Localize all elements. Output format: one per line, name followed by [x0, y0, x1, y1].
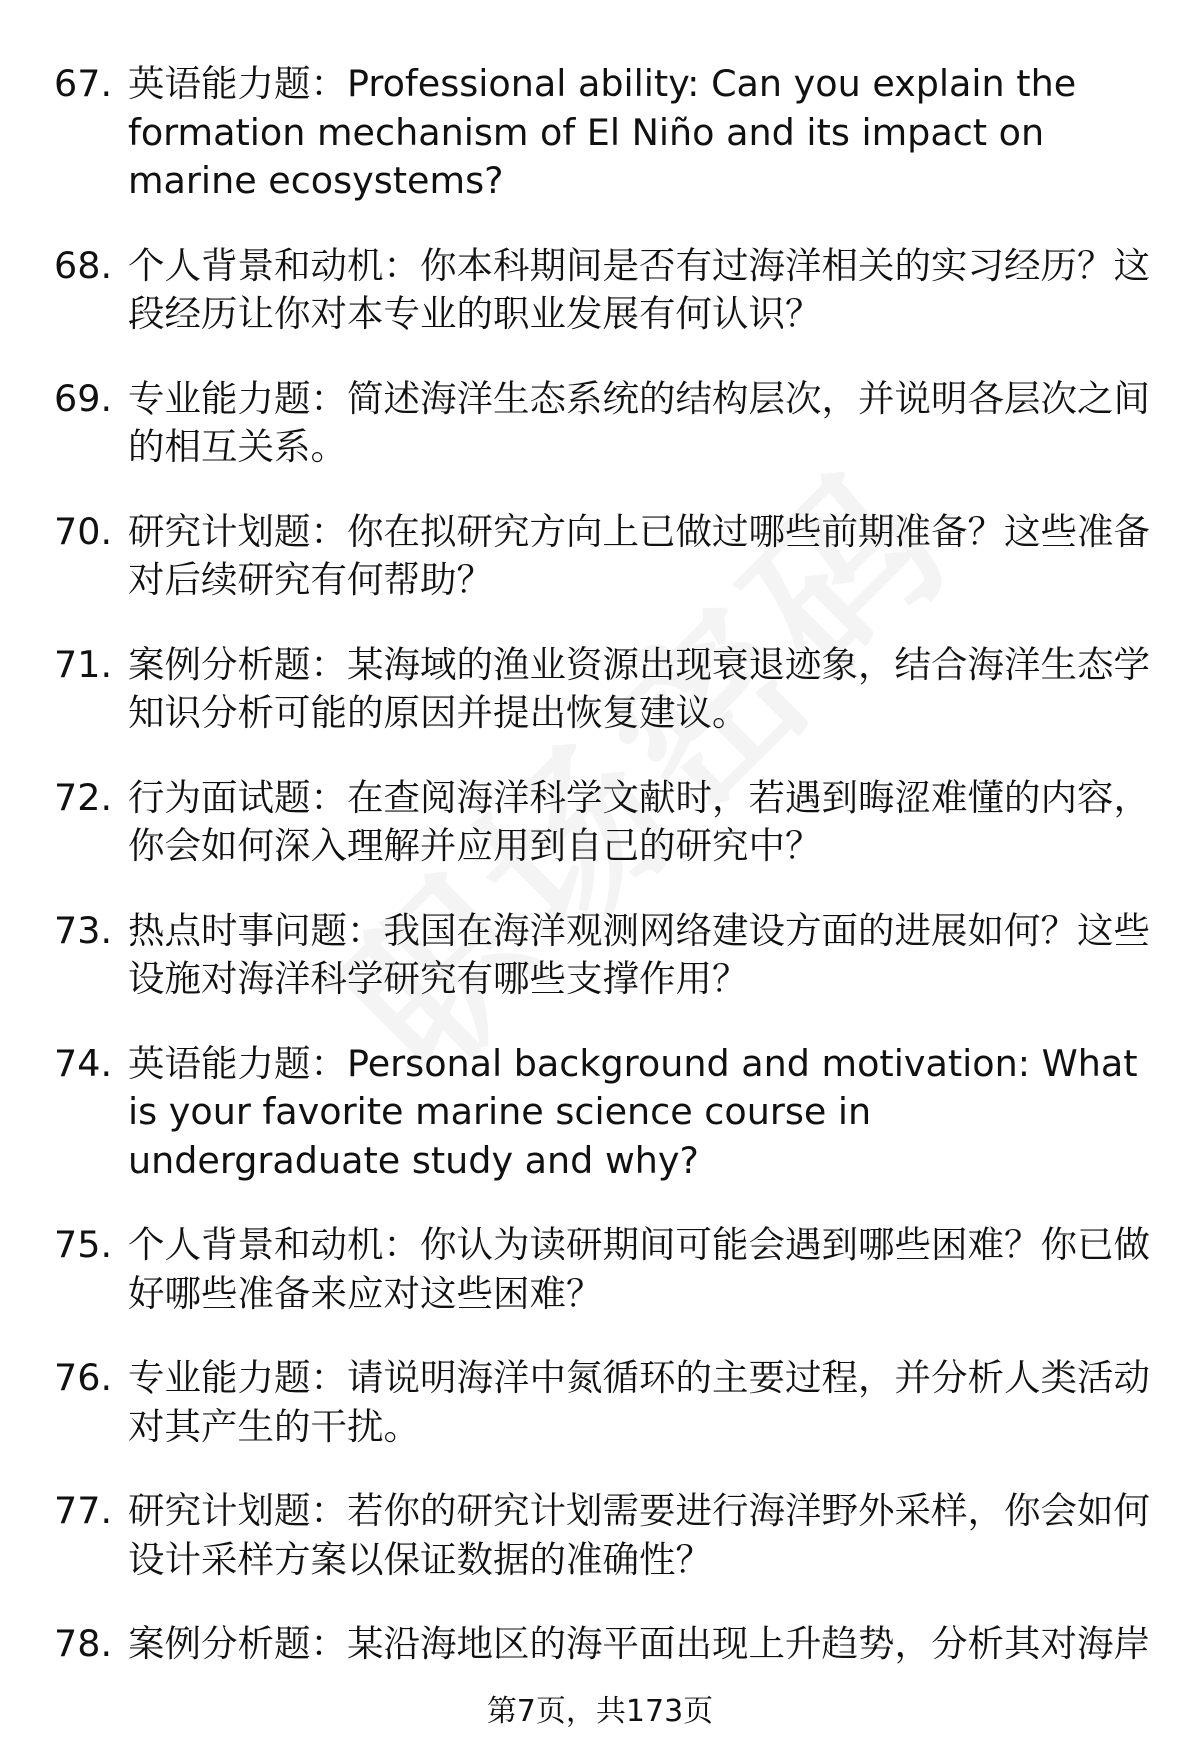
question-number: 77. [54, 1489, 113, 1532]
question-number: 73. [54, 908, 113, 952]
question-item [0, 508, 1200, 605]
question-text: 行为面试题：在查阅海洋科学文献时，若遇到晦涩难懂的内容，你会如何深入理解并应用到自己的研究中？ [128, 775, 1150, 867]
question-item [0, 907, 1200, 1004]
question-item [0, 1620, 1200, 1669]
question-text: 案例分析题：某沿海地区的海平面出现上升趋势，分析其对海岸 [128, 1622, 1150, 1665]
question-text: 研究计划题：你在拟研究方向上已做过哪些前期准备？这些准备对后续研究有何帮助？ [128, 509, 1150, 601]
question-number: 74. [54, 1041, 113, 1085]
question-text: 专业能力题：请说明海洋中氮循环的主要过程，并分析人类活动对其产生的干扰。 [128, 1356, 1150, 1448]
question-item [0, 1354, 1200, 1451]
question-number: 71. [54, 642, 113, 686]
question-text: 英语能力题：Personal background and motivation: What is your favorite marine science course in undergraduate study and why? [128, 1041, 1138, 1182]
question-item [0, 641, 1200, 738]
question-item [0, 60, 1200, 206]
question-item [0, 375, 1200, 472]
question-text: 专业能力题：简述海洋生态系统的结构层次，并说明各层次之间的相互关系。 [128, 376, 1150, 468]
question-number: 78. [54, 1622, 113, 1665]
question-item [0, 1221, 1200, 1318]
question-item [0, 1040, 1200, 1186]
question-item [0, 774, 1200, 871]
question-number: 70. [54, 509, 113, 553]
question-text: 个人背景和动机：你本科期间是否有过海洋相关的实习经历？这段经历让你对本专业的职业发展有何认识？ [128, 243, 1150, 335]
question-number: 75. [54, 1223, 113, 1266]
question-number: 67. [54, 62, 113, 105]
page-number-footer: 第7页，共173页 [486, 1694, 714, 1729]
question-item [0, 242, 1200, 339]
question-number: 69. [54, 376, 113, 420]
question-list [0, 60, 1200, 1705]
question-text: 案例分析题：某海域的渔业资源出现衰退迹象，结合海洋生态学知识分析可能的原因并提出恢复建议。 [128, 642, 1150, 734]
question-number: 76. [54, 1356, 113, 1399]
question-number: 68. [54, 243, 113, 287]
question-text: 热点时事问题：我国在海洋观测网络建设方面的进展如何？这些设施对海洋科学研究有哪些支撑作用？ [128, 908, 1150, 1000]
question-text: 研究计划题：若你的研究计划需要进行海洋野外采样，你会如何设计采样方案以保证数据的准确性？ [128, 1489, 1150, 1581]
question-number: 72. [54, 775, 113, 819]
question-text: 英语能力题：Professional ability: Can you explain the formation mechanism of El Niño and its impact on marine ecosystems? [128, 62, 1077, 202]
question-item [0, 1487, 1200, 1584]
question-text: 个人背景和动机：你认为读研期间可能会遇到哪些困难？你已做好哪些准备来应对这些困难？ [128, 1223, 1150, 1315]
